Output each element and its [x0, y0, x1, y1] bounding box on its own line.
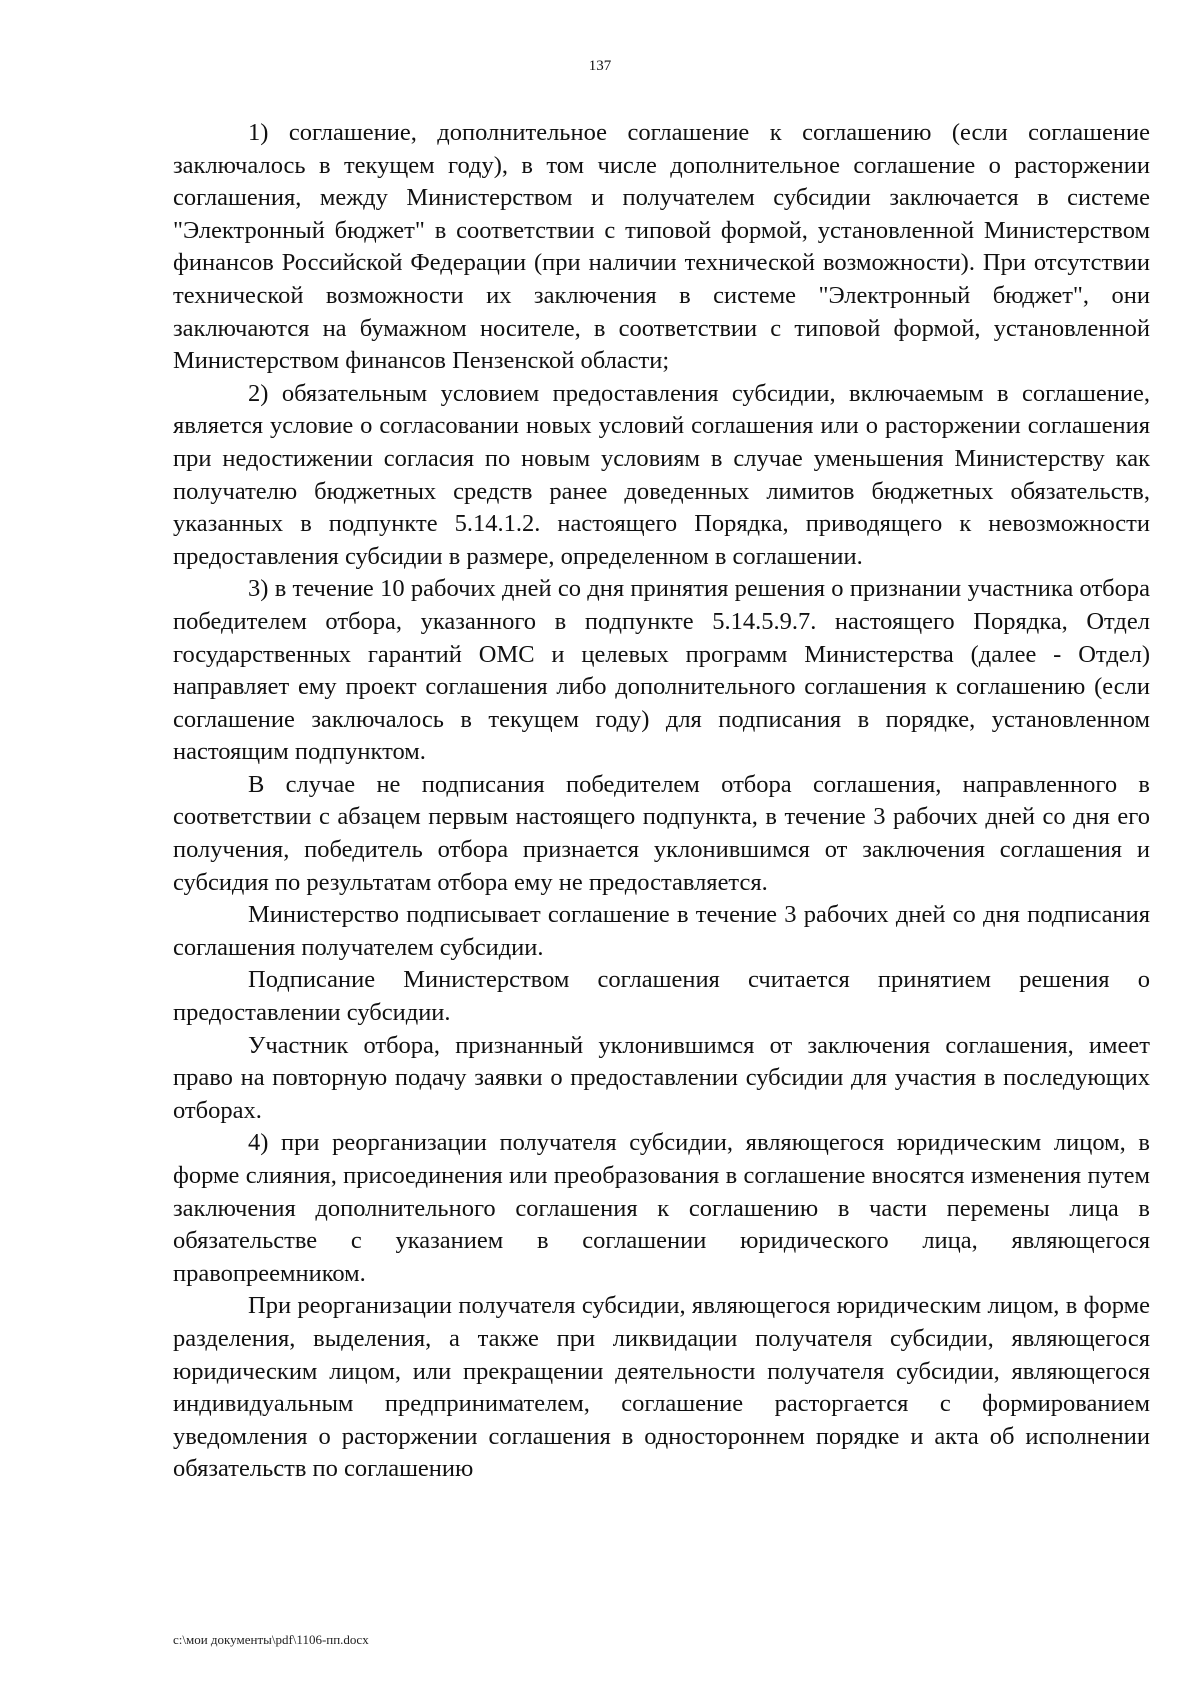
paragraph-2: 2) обязательным условием предоставления субсидии, включаемым в соглашение, является условие о согласовании новых условий соглашения или о расторжении соглашения при недостижении согласия по новым условиям в случае уменьшения Министерству как получателю бюджетных средств ранее доведенных лимитов бюджетных обязательств, указанных в подпункте 5.14.1.2. настоящего Порядка, приводящего к невозможности предоставления субсидии в размере, определенном в соглашении. [173, 379, 1150, 570]
paragraph-8: 4) при реорганизации получателя субсидии, являющегося юридическим лицом, в форме слияния, присоединения или преобразования в соглашение вносятся изменения путем заключения дополнительного соглашения к соглашению в части перемены лица в обязательстве с указанием в соглашении юридического лица, являющегося правопреемником. [173, 1129, 1150, 1287]
paragraph-5: Министерство подписывает соглашение в течение 3 рабочих дней со дня подписания соглашения получателем субсидии. [173, 901, 1150, 961]
paragraph-7: Участник отбора, признанный уклонившимся от заключения соглашения, имеет право на повторную подачу заявки о предоставлении субсидии для участия в последующих отборах. [173, 1031, 1150, 1124]
paragraph-4: В случае не подписания победителем отбора соглашения, направленного в соответствии с абзацем первым настоящего подпункта, в течение 3 рабочих дней со дня его получения, победитель отбора признается уклонившимся от заключения соглашения и субсидия по результатам отбора ему не предоставляется. [173, 770, 1150, 896]
paragraph-9: При реорганизации получателя субсидии, являющегося юридическим лицом, в форме разделения, выделения, а также при ликвидации получателя субсидии, являющегося юридическим лицом, или прекращении деятельности получателя субсидии, являющегося индивидуальным предпринимателем, соглашение расторгается с формированием уведомления о расторжении соглашения в одностороннем порядке и акта об исполнении обязательств по соглашению [173, 1292, 1150, 1483]
paragraph-3: 3) в течение 10 рабочих дней со дня принятия решения о признании участника отбора победителем отбора, указанного в подпункте 5.14.5.9.7. настоящего Порядка, Отдел государственных гарантий ОМС и целевых программ Министерства (далее - Отдел) направляет ему проект соглашения либо дополнительного соглашения к соглашению (если соглашение заключалось в текущем году) для подписания в порядке, установленном настоящим подпунктом. [173, 575, 1150, 766]
paragraph-1: 1) соглашение, дополнительное соглашение к соглашению (если соглашение заключалось в текущем году), в том числе дополнительное соглашение о расторжении соглашения, между Министерством и получателем субсидии заключается в системе "Электронный бюджет" в соответствии с типовой формой, установленной Министерством финансов Российской Федерации (при наличии технической возможности). При отсутствии технической возможности их заключения в системе "Электронный бюджет", они заключаются на бумажном носителе, в соответствии с типовой формой, установленной Министерством финансов Пензенской области; [173, 119, 1150, 375]
page-number: 137 [588, 58, 612, 74]
footer-file-path: c:\мои документы\pdf\1106-пп.docx [173, 1632, 369, 1647]
document-body [173, 117, 1150, 1486]
paragraph-6: Подписание Министерством соглашения считается принятием решения о предоставлении субсидии. [173, 966, 1150, 1027]
